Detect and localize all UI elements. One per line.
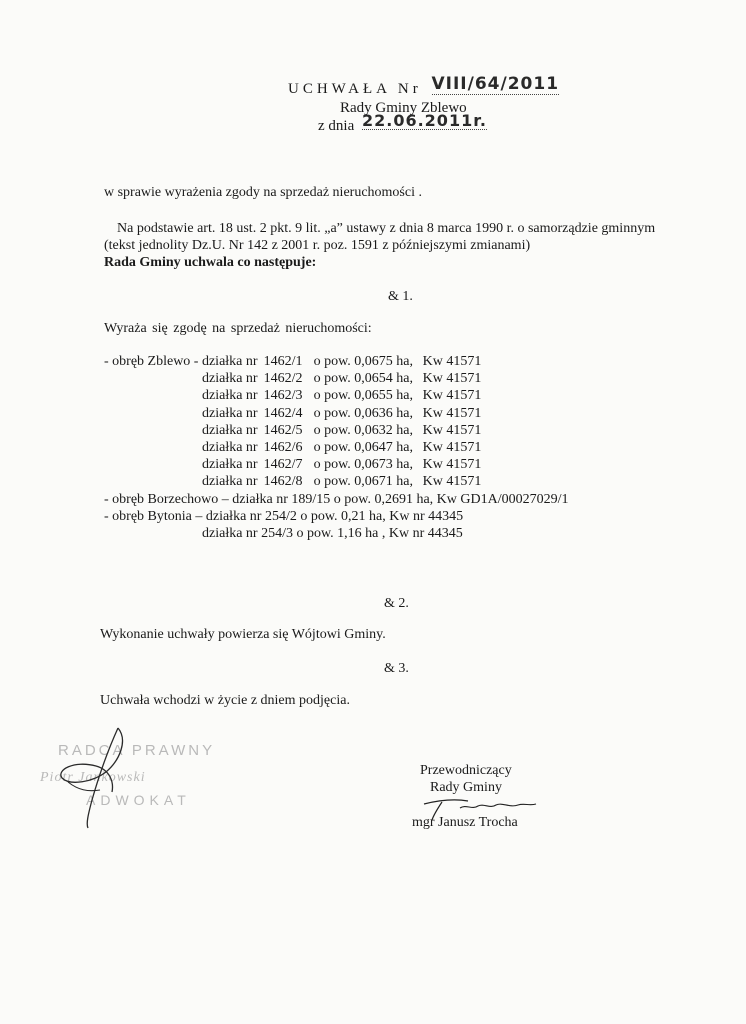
- stamp-line1: RADCA PRAWNY: [58, 742, 216, 759]
- zblewo-prefix-text: - obręb Zblewo - działka nr: [104, 354, 258, 369]
- resolution-title: [288, 74, 560, 99]
- zblewo-parcel-row: [202, 456, 481, 473]
- stamp-signature-scribble: [48, 720, 158, 830]
- parcel-number: 1462/5: [263, 422, 303, 438]
- parcel-number: 1462/3: [263, 388, 303, 404]
- council-name: Rady Gminy Zblewo: [340, 100, 467, 116]
- section1-intro: Wyraża się zgodę na sprzedaż nieruchomości:: [104, 321, 372, 336]
- section3-text: Uchwała wchodzi w życie z dniem podjęcia.: [100, 693, 350, 708]
- parcel-land-register: Kw 41571: [422, 388, 482, 404]
- legal-basis-line1: Na podstawie art. 18 ust. 2 pkt. 9 lit. „a” ustawy z dnia 8 marca 1990 r. o samorządzie gminnym: [117, 221, 656, 236]
- parcel-label: działka nr: [202, 440, 258, 456]
- parcel-area: o pow. 0,0675 ha,: [313, 354, 414, 369]
- parcel-label: działka nr: [202, 474, 258, 490]
- zblewo-parcel-row: [202, 353, 481, 370]
- zblewo-parcel-row: [202, 422, 481, 439]
- parcel-number: 1462/8: [263, 474, 303, 490]
- parcel-label: działka nr: [202, 371, 258, 387]
- parcel-land-register: Kw 41571: [422, 457, 482, 473]
- zblewo-parcel-row: [202, 439, 481, 456]
- parcel-area: o pow. 0,0654 ha,: [313, 371, 414, 387]
- title-prefix: UCHWAŁA Nr: [288, 81, 422, 97]
- parcel-number: 1462/1: [263, 354, 303, 369]
- signature-name: mgr Janusz Trocha: [412, 815, 518, 830]
- parcel-area: o pow. 0,0655 ha,: [313, 388, 414, 404]
- parcel-area: o pow. 0,0636 ha,: [313, 405, 414, 421]
- stamp-line2: Piotr Jankowski: [40, 770, 146, 785]
- section2-heading: & 2.: [384, 596, 409, 611]
- parcel-label: działka nr: [202, 422, 258, 438]
- parcel-land-register: Kw 41571: [422, 405, 482, 421]
- legal-basis-line3: Rada Gminy uchwala co następuje:: [104, 255, 317, 270]
- section3-heading: & 3.: [384, 661, 409, 676]
- resolution-date: 22.06.2011r.: [361, 111, 487, 130]
- parcel-number: 1462/2: [263, 371, 303, 387]
- parcel-land-register: Kw 41571: [422, 422, 482, 438]
- borzechowo-parcel: - obręb Borzechowo – działka nr 189/15 o pow. 0,2691 ha, Kw GD1A/00027029/1: [104, 492, 569, 507]
- stamp-line3: ADWOKAT: [86, 792, 191, 808]
- zblewo-parcel-row: [202, 405, 481, 422]
- parcel-area: o pow. 0,0671 ha,: [313, 474, 414, 490]
- parcel-area: o pow. 0,0673 ha,: [313, 457, 414, 473]
- signature-role1: Przewodniczący: [420, 763, 512, 778]
- zblewo-parcel-row: [202, 370, 481, 387]
- bytonia-parcel-1: - obręb Bytonia – działka nr 254/2 o pow. 0,21 ha, Kw nr 44345: [104, 509, 464, 524]
- parcel-label: działka nr: [202, 388, 258, 404]
- signature-role2: Rady Gminy: [430, 780, 502, 795]
- section2-text: Wykonanie uchwały powierza się Wójtowi Gminy.: [100, 627, 386, 642]
- resolution-date-line: [318, 111, 487, 135]
- resolution-number: VIII/64/2011: [431, 74, 560, 94]
- bytonia-parcel-2: działka nr 254/3 o pow. 1,16 ha , Kw nr 44345: [202, 526, 463, 541]
- parcel-number: 1462/4: [263, 405, 303, 421]
- resolution-subject: w sprawie wyrażenia zgody na sprzedaż nieruchomości .: [104, 185, 422, 200]
- parcel-number: 1462/7: [263, 457, 303, 473]
- parcel-land-register: Kw 41571: [422, 354, 482, 369]
- parcel-land-register: Kw 41571: [422, 440, 482, 456]
- zblewo-parcel-list: [202, 353, 481, 491]
- section1-heading: & 1.: [388, 289, 413, 304]
- parcel-land-register: Kw 41571: [422, 371, 482, 387]
- parcel-area: o pow. 0,0632 ha,: [313, 422, 414, 438]
- legal-basis-line2: (tekst jednolity Dz.U. Nr 142 z 2001 r. poz. 1591 z późniejszymi zmianami): [104, 238, 531, 253]
- parcel-label: działka nr: [202, 457, 258, 473]
- parcel-land-register: Kw 41571: [422, 474, 482, 490]
- parcel-number: 1462/6: [263, 440, 303, 456]
- parcel-label: działka nr: [202, 405, 258, 421]
- date-prefix: z dnia: [318, 118, 355, 134]
- parcel-area: o pow. 0,0647 ha,: [313, 440, 414, 456]
- zblewo-parcel-row: [202, 387, 481, 404]
- zblewo-parcel-row: [202, 473, 481, 490]
